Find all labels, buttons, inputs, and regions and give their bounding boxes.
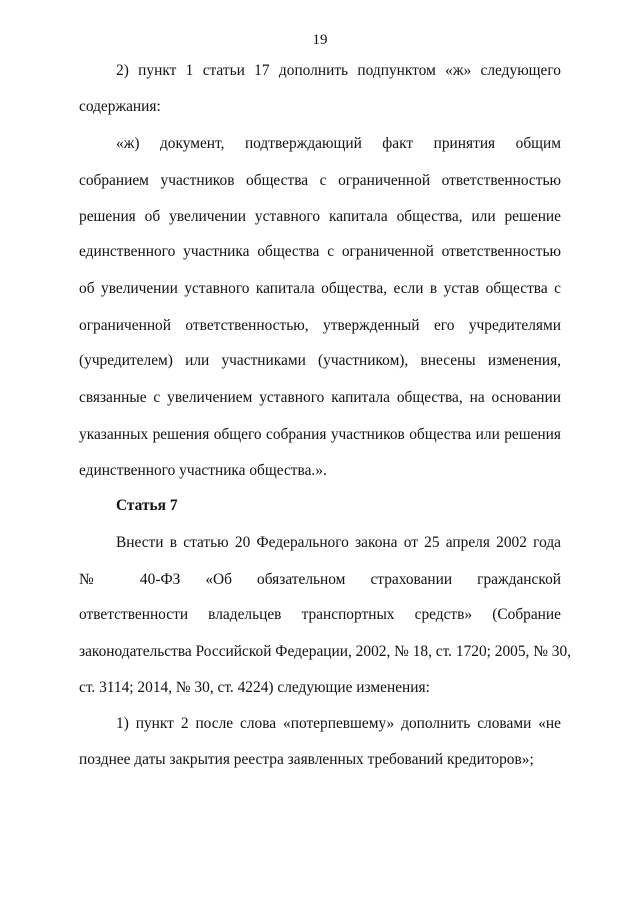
text-line-9: (учредителем) или участниками (участником), внесены изменения, <box>79 352 561 369</box>
page-number: 19 <box>312 32 328 48</box>
text-line-18: ст. 3114; 2014, № 30, ст. 4224) следующие изменения: <box>79 679 430 696</box>
text-line-20: позднее даты закрытия реестра заявленных требований кредиторов»; <box>79 751 534 768</box>
text-line-10: связанные с увеличением уставного капитала общества, на основании <box>79 389 561 406</box>
text-line-7: об увеличении уставного капитала общества, если в устав общества с <box>79 280 561 297</box>
text-line-4: собранием участников общества с ограниченной ответственностью <box>79 172 561 189</box>
text-line-6: единственного участника общества с ограниченной ответственностью <box>79 243 561 260</box>
text-line-1: 2) пункт 1 статьи 17 дополнить подпунктом «ж» следующего <box>116 62 561 79</box>
text-line-15: № 40-ФЗ «Об обязательном страховании гражданской <box>79 571 561 588</box>
text-line-19: 1) пункт 2 после слова «потерпевшему» дополнить словами «не <box>116 715 561 732</box>
text-line-12: единственного участника общества.». <box>79 462 327 479</box>
text-line-5: решения об увеличении уставного капитала общества, или решение <box>79 208 561 225</box>
text-line-8: ограниченной ответственностью, утвержденный его учредителями <box>79 317 561 334</box>
text-line-11: указанных решения общего собрания участников общества или решения <box>79 426 561 443</box>
article-heading: Статья 7 <box>116 497 178 514</box>
text-line-14: Внести в статью 20 Федерального закона от 25 апреля 2002 года <box>116 534 561 551</box>
text-line-2: содержания: <box>79 98 161 115</box>
text-line-17: законодательства Российской Федерации, 2002, № 18, ст. 1720; 2005, № 30, <box>79 643 572 660</box>
text-line-3: «ж) документ, подтверждающий факт принятия общим <box>116 135 561 152</box>
text-line-16: ответственности владельцев транспортных средств» (Собрание <box>79 606 561 623</box>
